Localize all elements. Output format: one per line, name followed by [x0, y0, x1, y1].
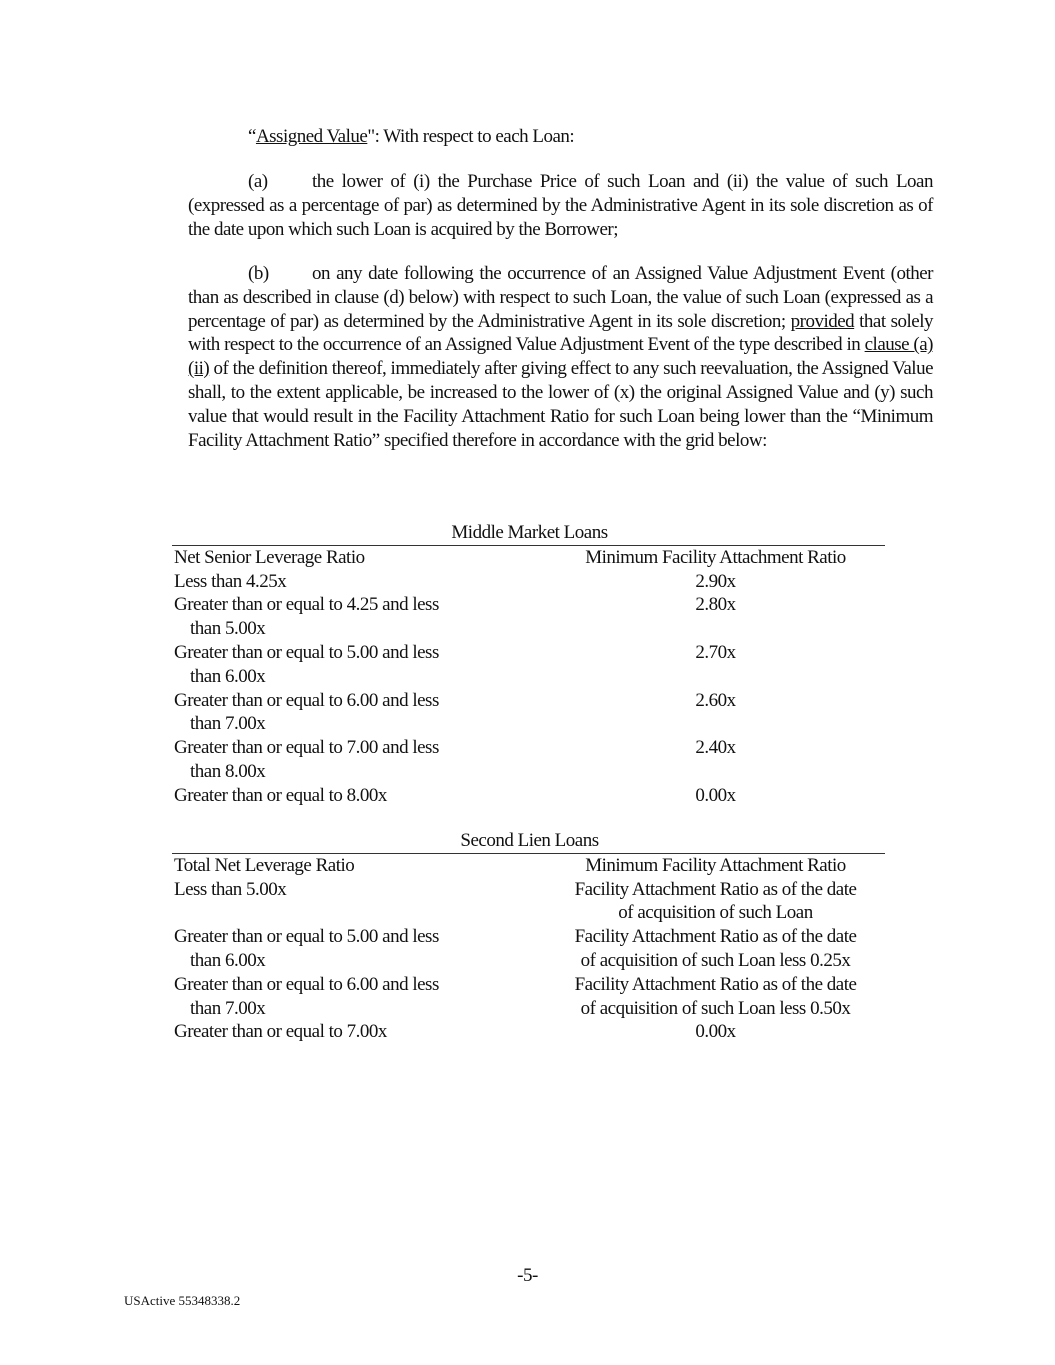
paragraph-b-text: on any date following the occurrence of an Assigned Value Adjustment Event (other than as described in clause (d) below) with respect to such Loan, the value of such Loan (expressed as a percentage of par) as determined by the Administrative Agent in its sole discretion; — [188, 263, 933, 332]
leverage-range: than 5.00x — [190, 618, 266, 640]
ratio-value: Facility Attachment Ratio as of the date — [574, 926, 857, 948]
middle-market-loans-table — [172, 521, 885, 808]
paragraph-b-text: of the definition thereof, immediately after giving effect to any such reevaluation, the Assigned Value shall, to the extent applicable, be increased to the lower of (x) the original Assigned Value and (y) such value that would result in the Facility Attachment Ratio for such Loan being lower than the “Minimum Facility Attachment Ratio” specified therefore in accordance with the grid below: — [188, 358, 933, 451]
definition-heading — [188, 125, 933, 149]
table-row — [172, 689, 885, 737]
leverage-range: Greater than or equal to 6.00 and less — [174, 689, 439, 711]
column-header: Net Senior Leverage Ratio — [174, 546, 365, 568]
ratio-value: 2.70x — [695, 641, 736, 663]
leverage-range: Greater than or equal to 4.25 and less — [174, 594, 439, 616]
column-header: Minimum Facility Attachment Ratio — [585, 546, 846, 568]
leverage-range: Greater than or equal to 8.00x — [174, 784, 387, 806]
table-row — [172, 641, 885, 689]
leverage-range: than 7.00x — [190, 997, 266, 1019]
column-header: Total Net Leverage Ratio — [174, 854, 355, 876]
table-row — [172, 593, 885, 641]
leverage-range: than 8.00x — [190, 760, 266, 782]
leverage-range: Greater than or equal to 5.00 and less — [174, 926, 439, 948]
provided-term: provided — [790, 310, 855, 332]
ratio-value: 2.60x — [695, 689, 736, 711]
paragraph-b-label: (b) — [248, 263, 269, 284]
table-row — [172, 878, 885, 926]
document-id: USActive 55348338.2 — [124, 1293, 241, 1308]
second-lien-loans-table — [172, 829, 885, 1044]
heading-rest: ": With respect to each Loan: — [367, 126, 575, 147]
page-number: -5- — [517, 1265, 538, 1286]
leverage-range: than 7.00x — [190, 713, 266, 735]
table-title: Second Lien Loans — [172, 829, 885, 853]
paragraph-a-label: (a) — [248, 171, 268, 192]
column-header: Minimum Facility Attachment Ratio — [585, 854, 846, 876]
leverage-range: Less than 4.25x — [174, 570, 287, 592]
table-row — [172, 1020, 885, 1044]
ratio-value: of acquisition of such Loan — [618, 902, 813, 924]
table-row — [172, 570, 885, 594]
paragraph-a — [188, 170, 933, 241]
leverage-range: Less than 5.00x — [174, 878, 287, 900]
ratio-value: 2.90x — [695, 570, 736, 592]
paragraph-a-text: the lower of (i) the Purchase Price of such Loan and (ii) the value of such Loan (expressed as a percentage of par) as determined by the Administrative Agent in its sole discretion as of the date upon which such Loan is acquired by the Borrower; — [188, 171, 933, 240]
ratio-value: of acquisition of such Loan less 0.25x — [580, 949, 851, 971]
table-row — [172, 784, 885, 808]
ratio-value: Facility Attachment Ratio as of the date — [574, 878, 857, 900]
table-row — [172, 973, 885, 1021]
ratio-value: 2.80x — [695, 594, 736, 616]
leverage-range: Greater than or equal to 6.00 and less — [174, 973, 439, 995]
table-row — [172, 925, 885, 973]
table-header-row — [172, 545, 885, 569]
table-row — [172, 736, 885, 784]
paragraph-b-text: that solely with respect to the occurrence of an Assigned Value Adjustment Event of the type described in — [188, 310, 933, 356]
leverage-range: than 6.00x — [190, 665, 266, 687]
defined-term: Assigned Value — [255, 126, 368, 147]
ratio-value: 0.00x — [695, 1021, 736, 1043]
ratio-value: of acquisition of such Loan less 0.50x — [580, 997, 851, 1019]
table-header-row — [172, 853, 885, 877]
open-quote: “ — [248, 126, 256, 147]
ratio-value: Facility Attachment Ratio as of the date — [574, 973, 857, 995]
clause-reference: clause (a)(ii) — [188, 334, 933, 380]
leverage-range: than 6.00x — [190, 949, 266, 971]
leverage-range: Greater than or equal to 7.00 and less — [174, 737, 439, 759]
paragraph-b — [188, 262, 933, 452]
ratio-value: 2.40x — [695, 737, 736, 759]
leverage-range: Greater than or equal to 7.00x — [174, 1021, 387, 1043]
table-title: Middle Market Loans — [172, 521, 885, 545]
ratio-value: 0.00x — [695, 784, 736, 806]
leverage-range: Greater than or equal to 5.00 and less — [174, 641, 439, 663]
